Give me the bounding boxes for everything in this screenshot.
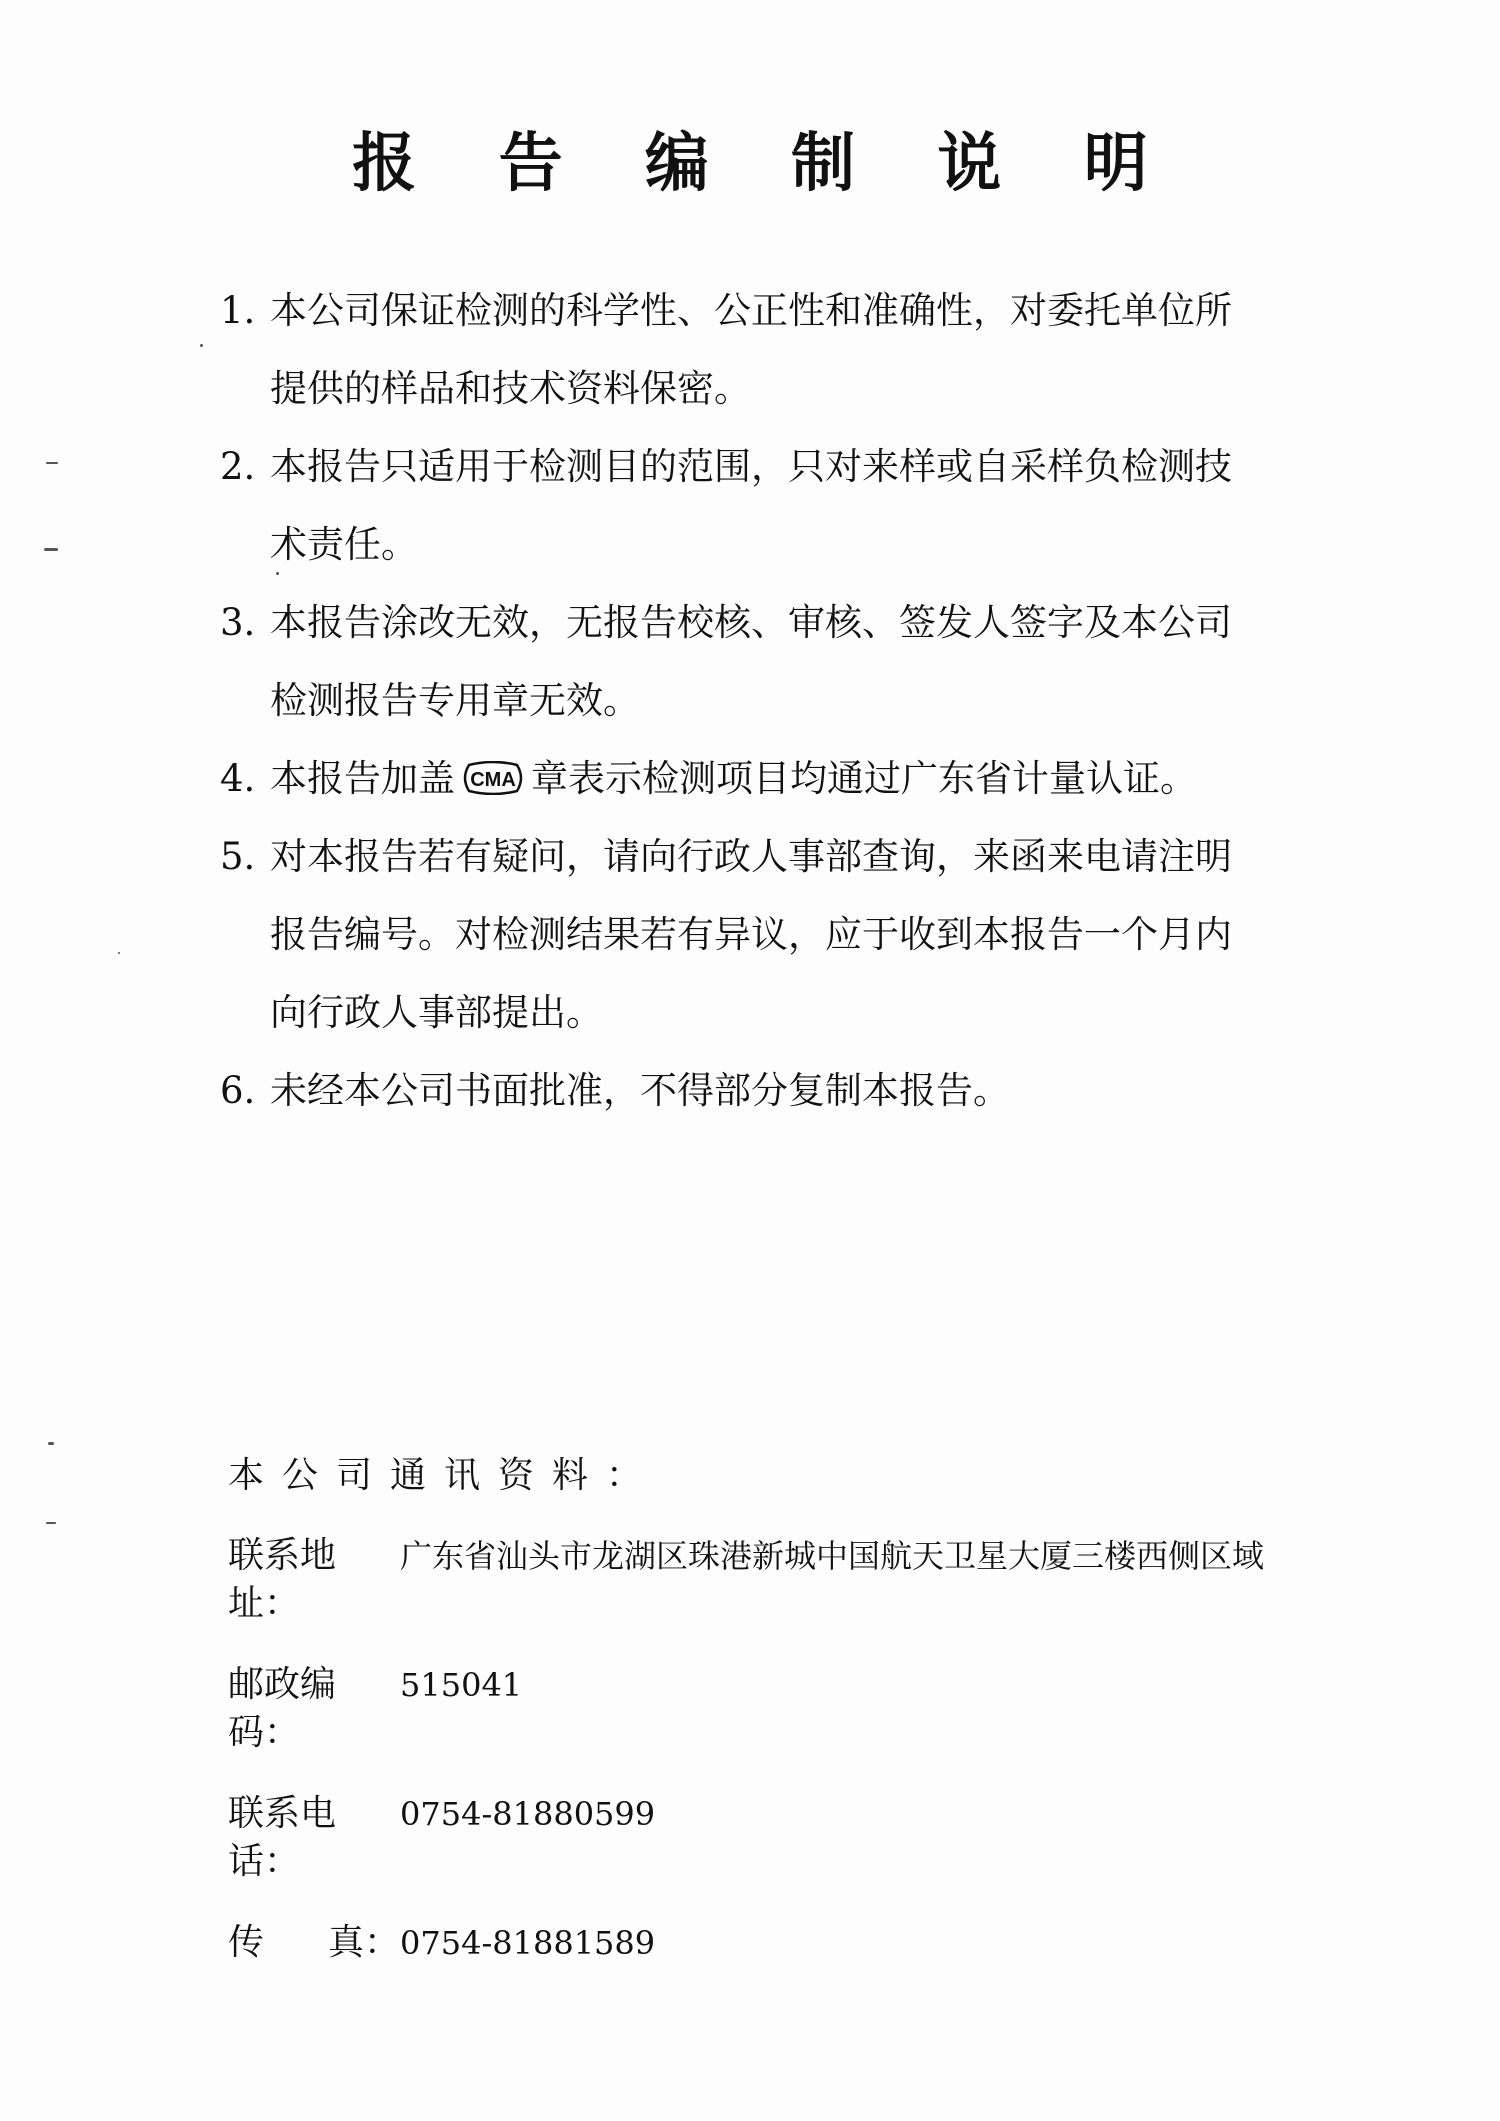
fax-label [228, 1919, 400, 1967]
cma-stamp-icon [459, 761, 527, 795]
list-item [220, 272, 1250, 428]
fax-row [228, 1919, 1328, 1967]
list-item [220, 740, 1250, 818]
item-number: 6. [220, 1069, 256, 1112]
item-text: 本报告涂改无效，无报告校核、审核、签发人签字及本公司检测报告专用章无效。 [270, 601, 1232, 722]
instructions-list [220, 272, 1250, 1130]
scan-speck [46, 1522, 56, 1524]
item-number: 2. [220, 445, 256, 488]
scan-speck [118, 952, 120, 954]
scan-speck [48, 1442, 54, 1445]
fax-value: 0754-81881589 [400, 1924, 656, 1962]
scan-speck [44, 548, 58, 551]
item-text [270, 740, 1250, 818]
list-item [220, 818, 1250, 1052]
address-row [228, 1532, 1328, 1628]
address-label: 联系地址： [228, 1535, 337, 1624]
phone-value: 0754-81880599 [400, 1795, 656, 1833]
postcode-label: 邮政编码： [228, 1664, 337, 1753]
phone-label: 联系电话： [228, 1793, 337, 1882]
list-item [220, 584, 1250, 740]
item-text: 未经本公司书面批准，不得部分复制本报告。 [270, 1069, 1010, 1112]
fax-label-part2: 真： [327, 1922, 400, 1963]
item-text-before: 本报告加盖 [270, 757, 455, 800]
item-text-after: 章表示检测项目均通过广东省计量认证。 [531, 757, 1197, 800]
item-number: 4. [220, 757, 256, 800]
cma-stamp-text: CMA [470, 769, 516, 791]
phone-row [228, 1790, 1328, 1886]
scan-speck [276, 572, 279, 575]
scan-speck [46, 462, 58, 464]
contact-heading: 本公司通讯资料： [228, 1455, 661, 1496]
postcode-value: 515041 [400, 1666, 523, 1704]
fax-label-part1: 传 [228, 1922, 265, 1963]
list-item [220, 428, 1250, 584]
page-title: 报 告 编 制 说 明 [352, 126, 1178, 201]
list-item [220, 1052, 1250, 1130]
scan-speck [200, 344, 203, 347]
item-text: 本报告只适用于检测目的范围，只对来样或自采样负检测技术责任。 [270, 445, 1232, 566]
item-number: 3. [220, 601, 256, 644]
postcode-row [228, 1661, 1328, 1757]
item-number: 5. [220, 835, 256, 878]
item-text: 对本报告若有疑问，请向行政人事部查询，来函来电请注明报告编号。对检测结果若有异议，应于收到本报告一个月内向行政人事部提出。 [270, 835, 1232, 1034]
item-number: 1. [220, 289, 256, 332]
contact-info [228, 1452, 1328, 2000]
item-text: 本公司保证检测的科学性、公正性和准确性，对委托单位所提供的样品和技术资料保密。 [270, 289, 1232, 410]
address-value: 广东省汕头市龙湖区珠港新城中国航天卫星大厦三楼西侧区域 [400, 1537, 1265, 1575]
